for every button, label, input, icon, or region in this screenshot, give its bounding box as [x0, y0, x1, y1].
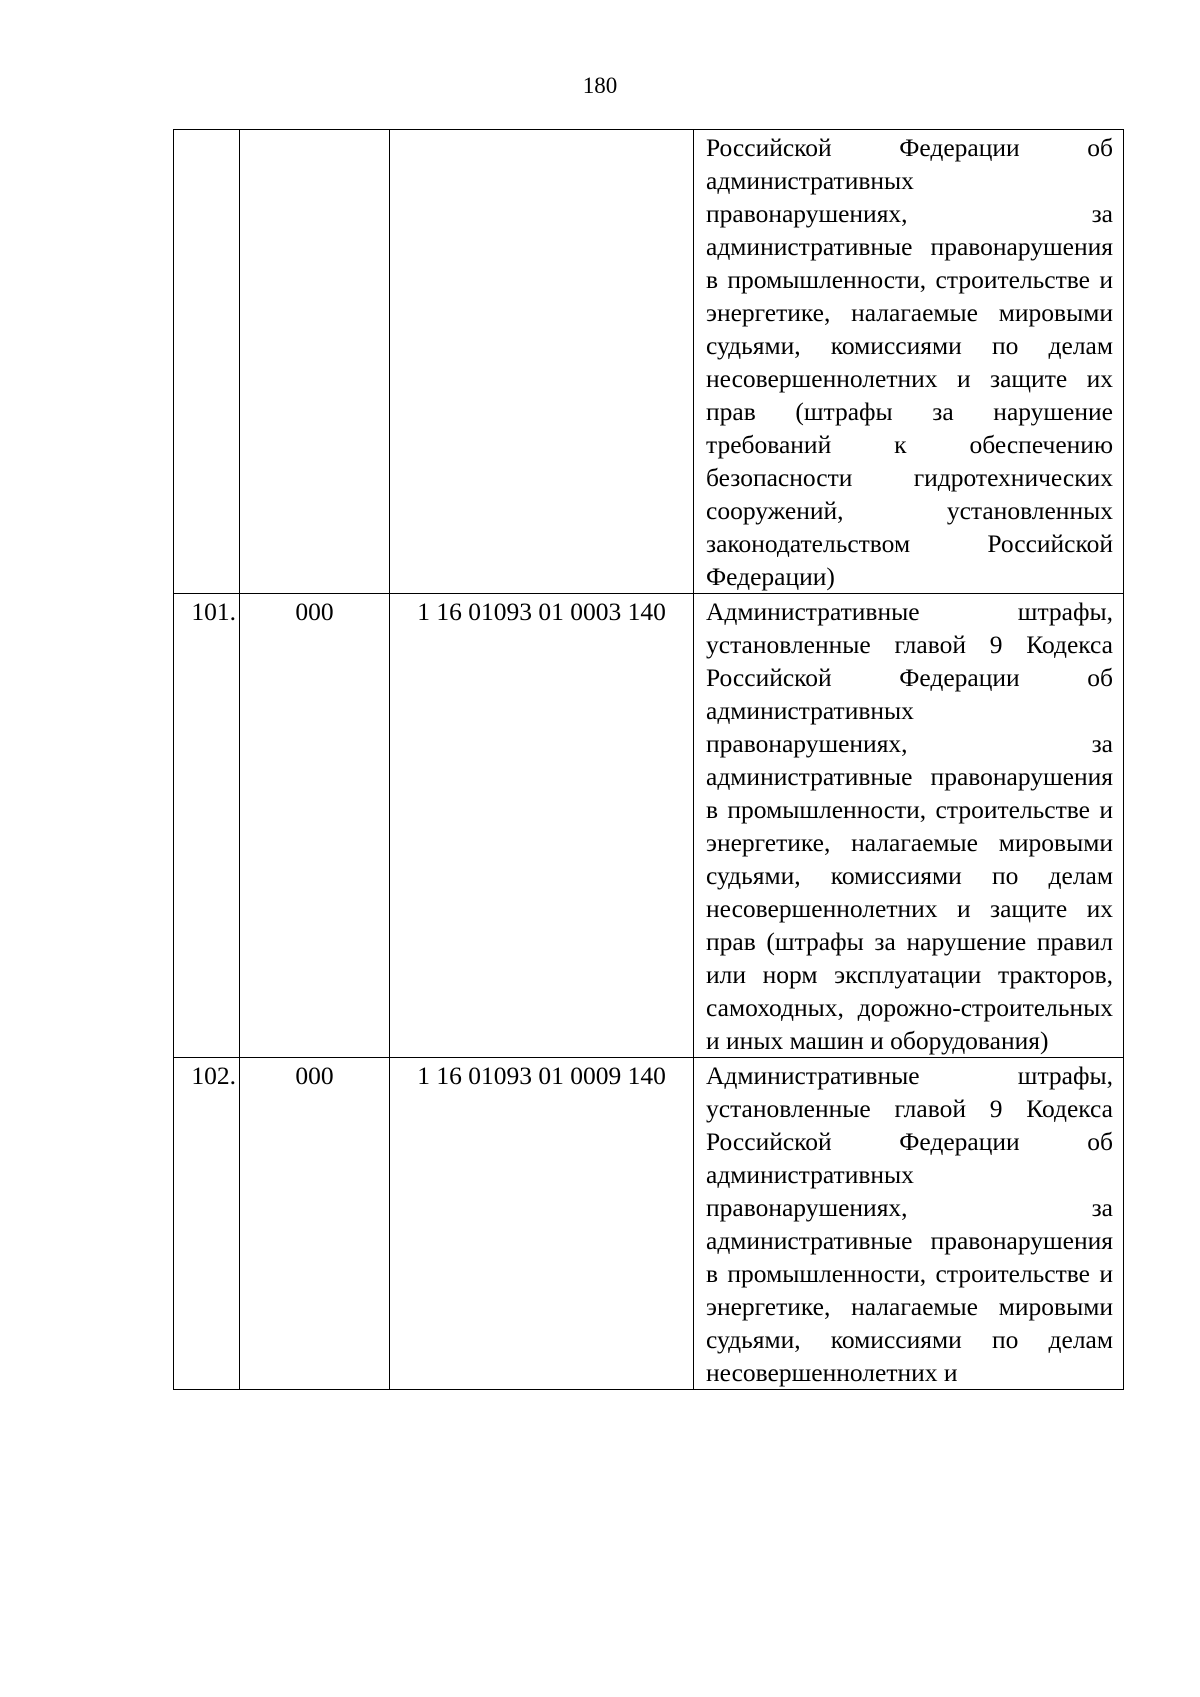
description-cell: Административные штрафы, установленные главой 9 Кодекса Российской Федерации об административных правонарушениях, за административные правонарушения в промышленности, строительстве и энергетике, налагаемые мировыми судьями, комиссиями по делам несовершеннолетних и [694, 1058, 1124, 1390]
budget-code-cell [390, 130, 694, 594]
row-number-cell: 101. [174, 594, 240, 1058]
budget-codes-table [173, 129, 1124, 1390]
budget-code-cell: 1 16 01093 01 0009 140 [390, 1058, 694, 1390]
budget-code-cell: 1 16 01093 01 0003 140 [390, 594, 694, 1058]
row-number-cell: 102. [174, 1058, 240, 1390]
description-cell: Российской Федерации об административных правонарушениях, за административные правонарушения в промышленности, строительстве и энергетике, налагаемые мировыми судьями, комиссиями по делам несовершеннолетних и защите их прав (штрафы за нарушение требований к обеспечению безопасности гидротехнических сооружений, установленных законодательством Российской Федерации) [694, 130, 1124, 594]
table-row [174, 130, 1124, 594]
description-cell: Административные штрафы, установленные главой 9 Кодекса Российской Федерации об административных правонарушениях, за административные правонарушения в промышленности, строительстве и энергетике, налагаемые мировыми судьями, комиссиями по делам несовершеннолетних и защите их прав (штрафы за нарушение правил или норм эксплуатации тракторов, самоходных, дорожно-строительных и иных машин и оборудования) [694, 594, 1124, 1058]
administrator-code-cell [240, 130, 390, 594]
table-row [174, 1058, 1124, 1390]
administrator-code-cell: 000 [240, 594, 390, 1058]
administrator-code-cell: 000 [240, 1058, 390, 1390]
row-number-cell [174, 130, 240, 594]
page-number: 180 [582, 73, 618, 98]
table-row [174, 594, 1124, 1058]
